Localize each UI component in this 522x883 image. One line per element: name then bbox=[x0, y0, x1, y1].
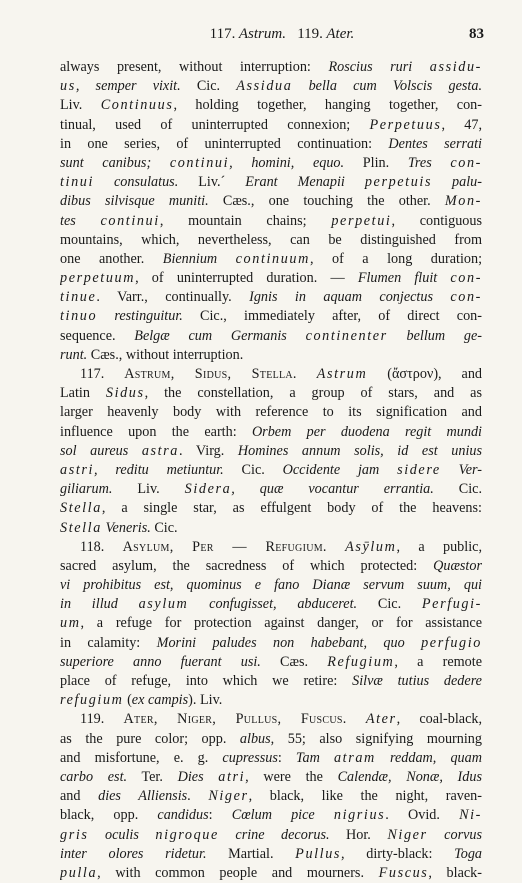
text-line: sol aureus astra. Virg. Homines annum solis, id est unius bbox=[60, 442, 482, 459]
text-line: 118. Asylum, Per — Refugium. Asȳlum, a public, bbox=[80, 538, 482, 555]
text-line: perpetuum, of uninterrupted duration. — Flumen fluit con- bbox=[60, 270, 482, 287]
text-line: sequence. Belgæ cum Germanis continenter bellum ge- bbox=[60, 327, 482, 344]
text-line: 119. Ater, Niger, Pullus, Fuscus. Ater, coal-black, bbox=[80, 711, 482, 728]
text-line: us, semper vixit. Cic. Assidua bella cum Volscis gesta. bbox=[60, 78, 482, 95]
text-line: tinual, used of uninterrupted connexion; Perpetuus, 47, bbox=[60, 116, 482, 133]
text-line: and dies Alliensis. Niger, black, like the night, raven- bbox=[60, 788, 482, 805]
text-line: in one series, of uninterrupted continuation: Dentes serrati bbox=[60, 135, 482, 152]
section-number-end: 119. bbox=[297, 26, 323, 42]
text-line: as the pure color; opp. albus, 55; also signifying mourning bbox=[60, 730, 482, 747]
running-title bbox=[60, 26, 484, 43]
text-line: Stella, a single star, as effulgent body of the heavens: bbox=[60, 500, 482, 517]
text-line: tinui consulatus. Liv.´ Erant Menapii perpetuis palu- bbox=[60, 174, 482, 191]
text-line: tinuo restinguitur. Cic., immediately after, of direct con- bbox=[60, 308, 482, 325]
text-line: runt. Cæs., without interruption. bbox=[60, 346, 244, 363]
text-line: Stella Veneris. Cic. bbox=[60, 519, 178, 536]
text-line: in illud asylum confugisset, abduceret. Cic. Perfugi- bbox=[60, 596, 482, 613]
running-head bbox=[60, 26, 484, 42]
text-line: Latin Sidus, the constellation, a group of stars, and as bbox=[60, 385, 482, 402]
text-line: astri, reditu metiuntur. Cic. Occidente jam sidere Ver- bbox=[60, 461, 482, 478]
text-line: one another. Biennium continuum, of a long duration; bbox=[60, 250, 482, 267]
text-line: sacred asylum, the sacredness of which protected: Quæstor bbox=[60, 557, 482, 574]
text-line: dibus silvisque muniti. Cæs., one touching the other. Mon- bbox=[60, 193, 482, 210]
text-line: larger heavenly body with reference to its signification and bbox=[60, 404, 482, 421]
text-line: Liv. Continuus, holding together, hanging together, con- bbox=[60, 97, 482, 114]
section-number-start: 117. bbox=[209, 26, 236, 42]
text-line: tes continui, mountain chains; perpetui, contiguous bbox=[60, 212, 482, 229]
page-number: 83 bbox=[469, 26, 484, 42]
text-line: 117. Astrum, Sidus, Stella. Astrum (ἄστρον), and bbox=[80, 366, 482, 382]
text-line: sunt canibus; continui, homini, equo. Plin. Tres con- bbox=[60, 154, 482, 171]
body-text bbox=[60, 58, 482, 883]
section-word-end: Ater. bbox=[326, 26, 355, 42]
section-word-start: Astrum. bbox=[238, 26, 286, 42]
text-line: in calamity: Morini paludes non habebant, quo perfugio bbox=[60, 634, 482, 651]
text-line: superiore anno fuerant usi. Cæs. Refugium, a remote bbox=[60, 653, 482, 670]
text-line: influence upon the earth: Orbem per duodena regit mundi bbox=[60, 423, 482, 440]
text-line: carbo est. Ter. Dies atri, were the Calendæ, Nonæ, Idus bbox=[60, 768, 482, 785]
text-line: um, a refuge for protection against danger, or for assistance bbox=[60, 615, 482, 632]
text-line: and misfortune, e. g. cupressus: Tam atram reddam, quam bbox=[60, 749, 482, 766]
text-line: mountains, which, nevertheless, can be distinguished from bbox=[60, 231, 482, 248]
text-line: inter olores ridetur. Martial. Pullus, dirty-black: Toga bbox=[60, 845, 482, 862]
text-line: gris oculis nigroque crine decorus. Hor. Niger corvus bbox=[60, 826, 482, 843]
text-line: giliarum. Liv. Sidera, quæ vocantur errantia. Cic. bbox=[60, 481, 482, 498]
text-line: place of refuge, into which we retire: Silvæ tutius dedere bbox=[60, 673, 482, 689]
text-line: refugium (ex campis). Liv. bbox=[60, 692, 223, 709]
text-line: pulla, with common people and mourners. Fuscus, black- bbox=[60, 864, 482, 881]
text-line: black, opp. candidus: Cœlum pice nigrius. Ovid. Ni- bbox=[60, 807, 482, 824]
text-line: vi prohibitus est, quominus e fano Dianæ servum suum, qui bbox=[60, 577, 482, 594]
text-line: tinue. Varr., continually. Ignis in aquam conjectus con- bbox=[60, 289, 482, 306]
text-line: always present, without interruption: Roscius ruri assidu- bbox=[60, 59, 482, 75]
